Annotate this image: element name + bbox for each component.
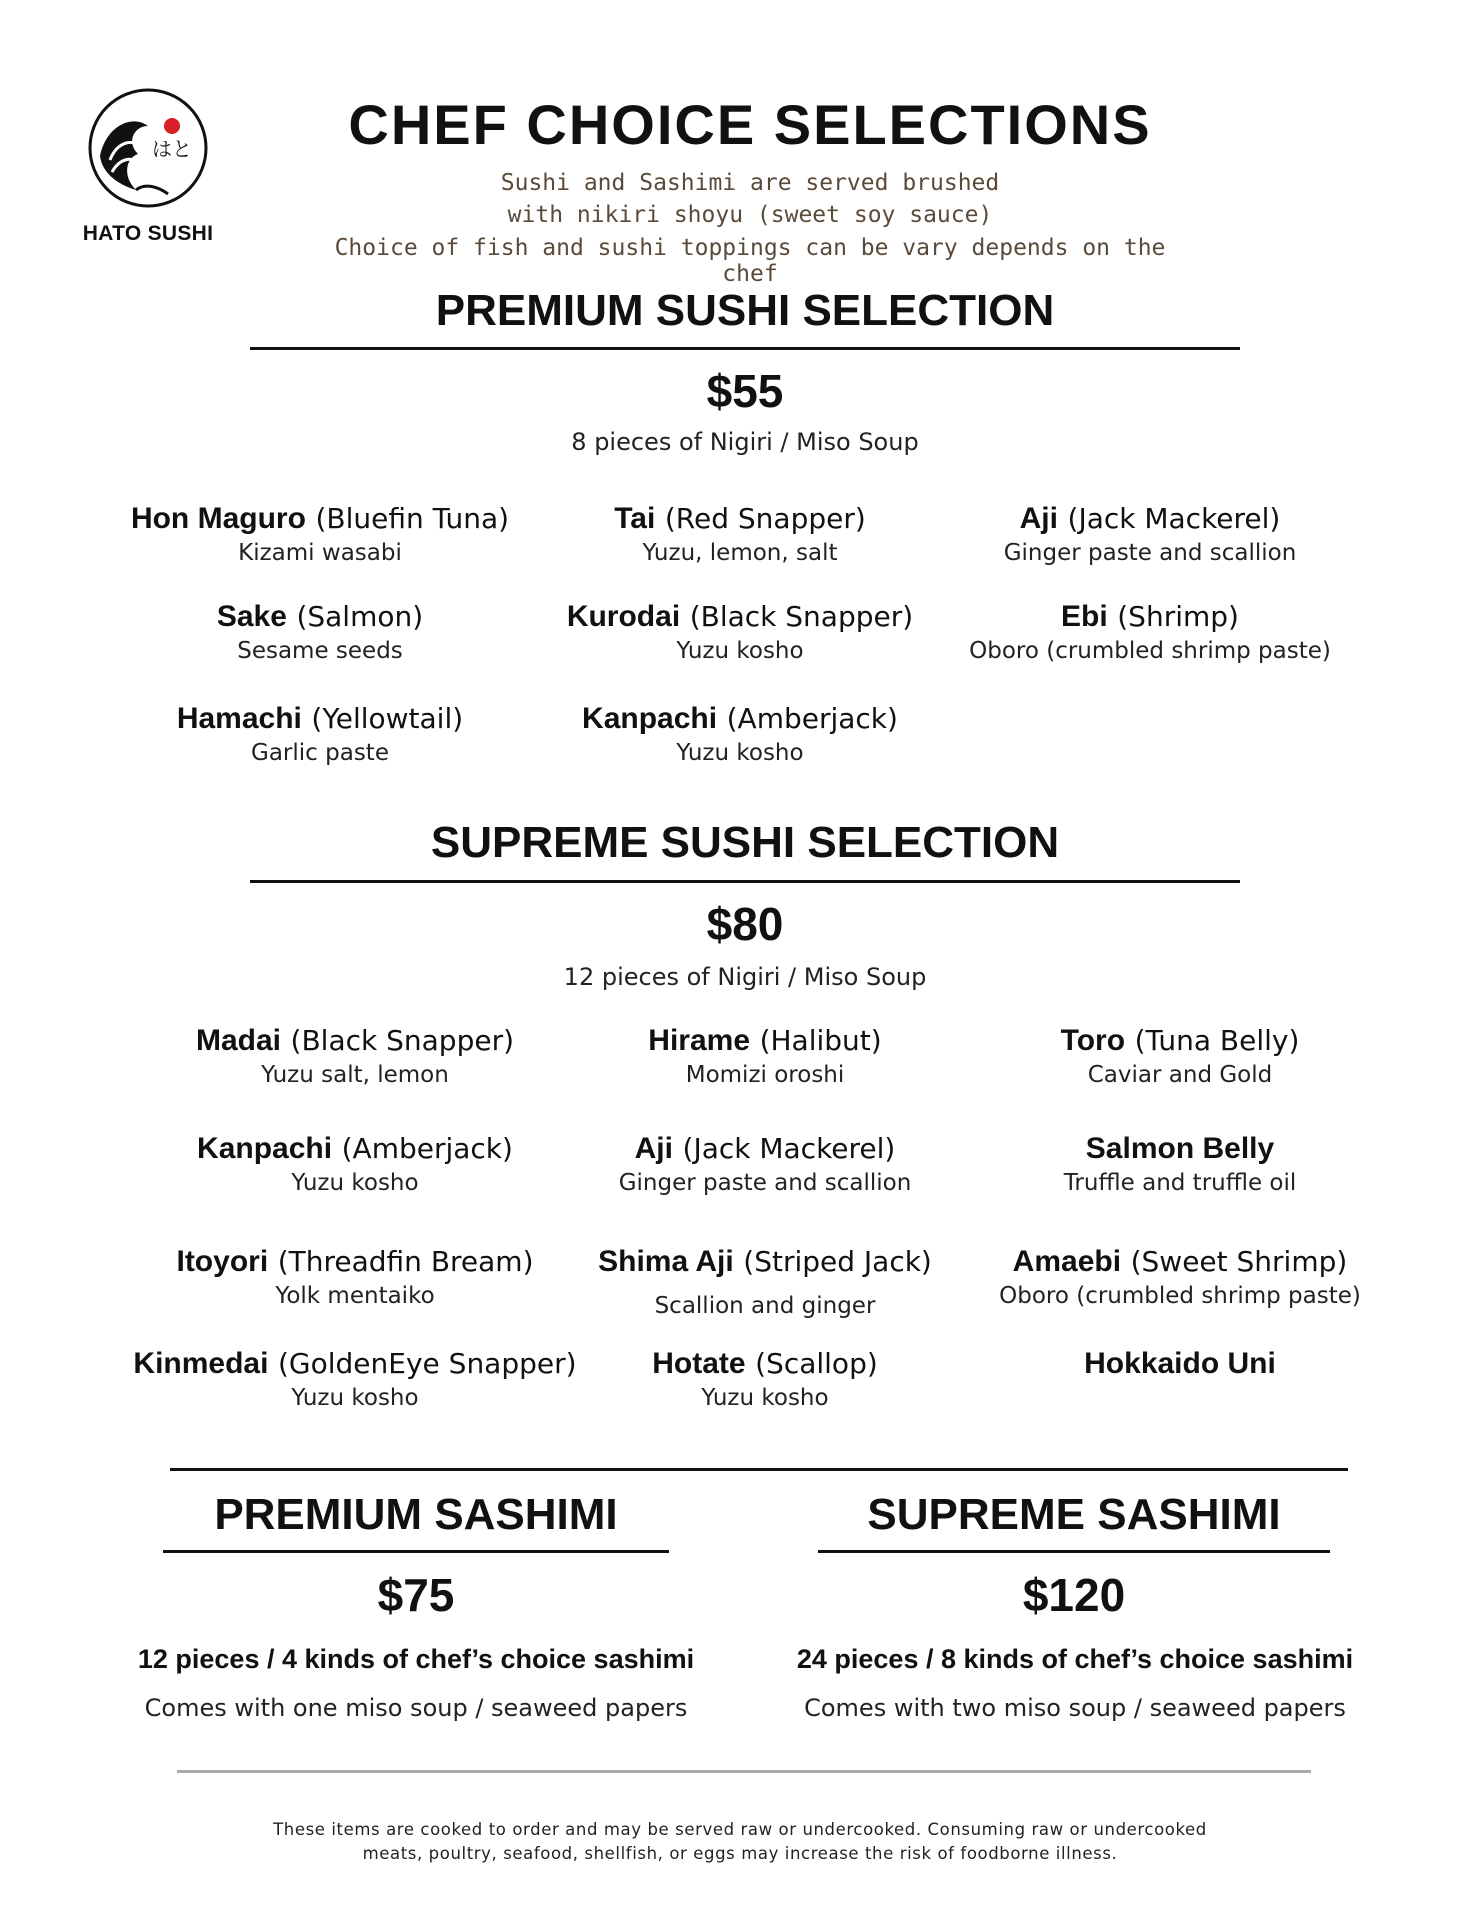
premium-sushi-price: $55 <box>706 365 784 417</box>
supreme-sushi-price: $80 <box>706 898 784 950</box>
item-name: Itoyori <box>176 1245 269 1278</box>
header-note-2: with nikiri shoyu (sweet soy sauce) <box>507 202 993 228</box>
item-name: Kurodai <box>566 600 681 633</box>
premium-sushi-subtitle: 8 pieces of Nigiri / Miso Soup <box>571 428 919 456</box>
menu-item <box>100 500 540 568</box>
item-description: Oboro (crumbled shrimp paste) <box>969 638 1331 664</box>
supreme-sashimi-title: SUPREME SASHIMI <box>867 1490 1281 1539</box>
item-translation: (Black Snapper) <box>689 600 914 633</box>
menu-item <box>940 598 1360 666</box>
supreme-sashimi-price: $120 <box>1022 1569 1126 1621</box>
item-description: Sesame seeds <box>237 638 403 664</box>
item-name: Hokkaido Uni <box>1084 1347 1276 1380</box>
header-note-3: Choice of fish and sushi toppings can be vary depends on the chef <box>334 235 1166 287</box>
item-translation: (Shrimp) <box>1117 600 1239 633</box>
premium-sashimi-pieces: 12 pieces / 4 kinds of chef’s choice sashimi <box>137 1644 695 1674</box>
item-description: Yuzu kosho <box>701 1385 829 1411</box>
divider <box>163 1550 669 1553</box>
item-name: Tai <box>614 502 656 535</box>
header-note-1: Sushi and Sashimi are served brushed <box>500 170 1000 196</box>
premium-sashimi-price: $75 <box>377 1569 455 1621</box>
item-description: Momizi oroshi <box>685 1062 845 1088</box>
divider <box>818 1550 1330 1553</box>
item-translation: (Amberjack) <box>726 702 898 735</box>
item-description: Yuzu kosho <box>676 740 804 766</box>
menu-item <box>970 1130 1390 1198</box>
menu-item <box>570 1022 960 1090</box>
menu-item <box>970 1243 1390 1311</box>
item-translation: (Striped Jack) <box>743 1245 932 1278</box>
item-name: Aji <box>1019 502 1058 535</box>
menu-item <box>530 700 950 768</box>
item-description: Yuzu kosho <box>291 1170 419 1196</box>
item-description: Kizami wasabi <box>238 540 402 566</box>
premium-sushi-title: PREMIUM SUSHI SELECTION <box>435 286 1055 335</box>
item-name: Hamachi <box>176 702 302 735</box>
item-description: Ginger paste and scallion <box>1003 540 1297 566</box>
page-title: CHEF CHOICE SELECTIONS <box>348 93 1152 156</box>
menu-item <box>100 598 540 666</box>
brand-name: HATO SUSHI <box>82 222 214 245</box>
item-translation: (Threadfin Bream) <box>277 1245 534 1278</box>
item-name: Shima Aji <box>598 1245 734 1278</box>
item-description: Yuzu kosho <box>676 638 804 664</box>
item-translation: (Salmon) <box>296 600 424 633</box>
item-translation: (Jack Mackerel) <box>682 1132 896 1165</box>
item-description: Ginger paste and scallion <box>618 1170 912 1196</box>
item-translation: (Jack Mackerel) <box>1067 502 1281 535</box>
item-name: Ebi <box>1061 600 1108 633</box>
item-description: Yuzu salt, lemon <box>261 1062 449 1088</box>
item-translation: (Amberjack) <box>341 1132 513 1165</box>
logo <box>86 86 210 210</box>
item-name: Toro <box>1060 1024 1126 1057</box>
item-translation: (Black Snapper) <box>290 1024 515 1057</box>
item-translation: (Red Snapper) <box>664 502 866 535</box>
menu-item <box>530 598 950 666</box>
item-name: Hon Maguro <box>130 502 306 535</box>
item-name: Salmon Belly <box>1085 1132 1275 1165</box>
item-description: Oboro (crumbled shrimp paste) <box>999 1283 1361 1309</box>
item-translation: (Bluefin Tuna) <box>315 502 510 535</box>
item-description: Caviar and Gold <box>1087 1062 1273 1088</box>
item-description: Yolk mentaiko <box>275 1283 435 1309</box>
divider <box>250 347 1240 350</box>
divider <box>170 1468 1348 1471</box>
item-name: Aji <box>634 1132 673 1165</box>
menu-item <box>110 1345 600 1413</box>
item-description: Scallion and ginger <box>654 1293 876 1319</box>
svg-text:はと: はと <box>152 137 192 161</box>
premium-sashimi-extras: Comes with one miso soup / seaweed papers <box>144 1694 688 1722</box>
item-description: Yuzu, lemon, salt <box>642 540 838 566</box>
item-translation: (Scallop) <box>755 1347 878 1380</box>
item-description: Yuzu kosho <box>291 1385 419 1411</box>
item-description: Truffle and truffle oil <box>1063 1170 1297 1196</box>
premium-sashimi-title: PREMIUM SASHIMI <box>214 1490 618 1539</box>
item-translation: (Sweet Shrimp) <box>1130 1245 1348 1278</box>
item-translation: (Yellowtail) <box>311 702 464 735</box>
menu-item <box>570 1243 960 1321</box>
disclaimer <box>140 1818 1340 1866</box>
menu-item <box>570 1130 960 1198</box>
disclaimer-line-2: meats, poultry, seafood, shellfish, or eggs may increase the risk of foodborne illness. <box>362 1844 1118 1863</box>
menu-item <box>120 1243 590 1311</box>
supreme-sashimi-extras: Comes with two miso soup / seaweed papers <box>804 1694 1346 1722</box>
divider <box>250 880 1240 883</box>
menu-item <box>570 1345 960 1413</box>
item-description: Garlic paste <box>251 740 389 766</box>
item-name: Amaebi <box>1012 1245 1122 1278</box>
menu-item <box>120 1022 590 1090</box>
menu-item <box>970 1345 1390 1383</box>
supreme-sashimi-pieces: 24 pieces / 8 kinds of chef’s choice sashimi <box>796 1644 1354 1674</box>
item-translation: (Tuna Belly) <box>1134 1024 1300 1057</box>
wave-logo-icon <box>86 86 210 210</box>
item-name: Kinmedai <box>133 1347 269 1380</box>
menu-item <box>970 1022 1390 1090</box>
item-name: Hirame <box>648 1024 751 1057</box>
item-translation: (GoldenEye Snapper) <box>278 1347 577 1380</box>
menu-item <box>100 700 540 768</box>
item-name: Hotate <box>652 1347 746 1380</box>
item-name: Kanpachi <box>582 702 718 735</box>
footer-divider <box>177 1770 1311 1773</box>
menu-item <box>940 500 1360 568</box>
supreme-sushi-subtitle: 12 pieces of Nigiri / Miso Soup <box>563 963 927 991</box>
item-name: Madai <box>195 1024 281 1057</box>
disclaimer-line-1: These items are cooked to order and may be served raw or undercooked. Consuming raw or undercooked <box>273 1820 1207 1839</box>
item-name: Sake <box>216 600 287 633</box>
menu-item <box>120 1130 590 1198</box>
item-name: Kanpachi <box>197 1132 333 1165</box>
item-translation: (Halibut) <box>759 1024 882 1057</box>
supreme-sushi-title: SUPREME SUSHI SELECTION <box>430 818 1060 867</box>
menu-item <box>530 500 950 568</box>
